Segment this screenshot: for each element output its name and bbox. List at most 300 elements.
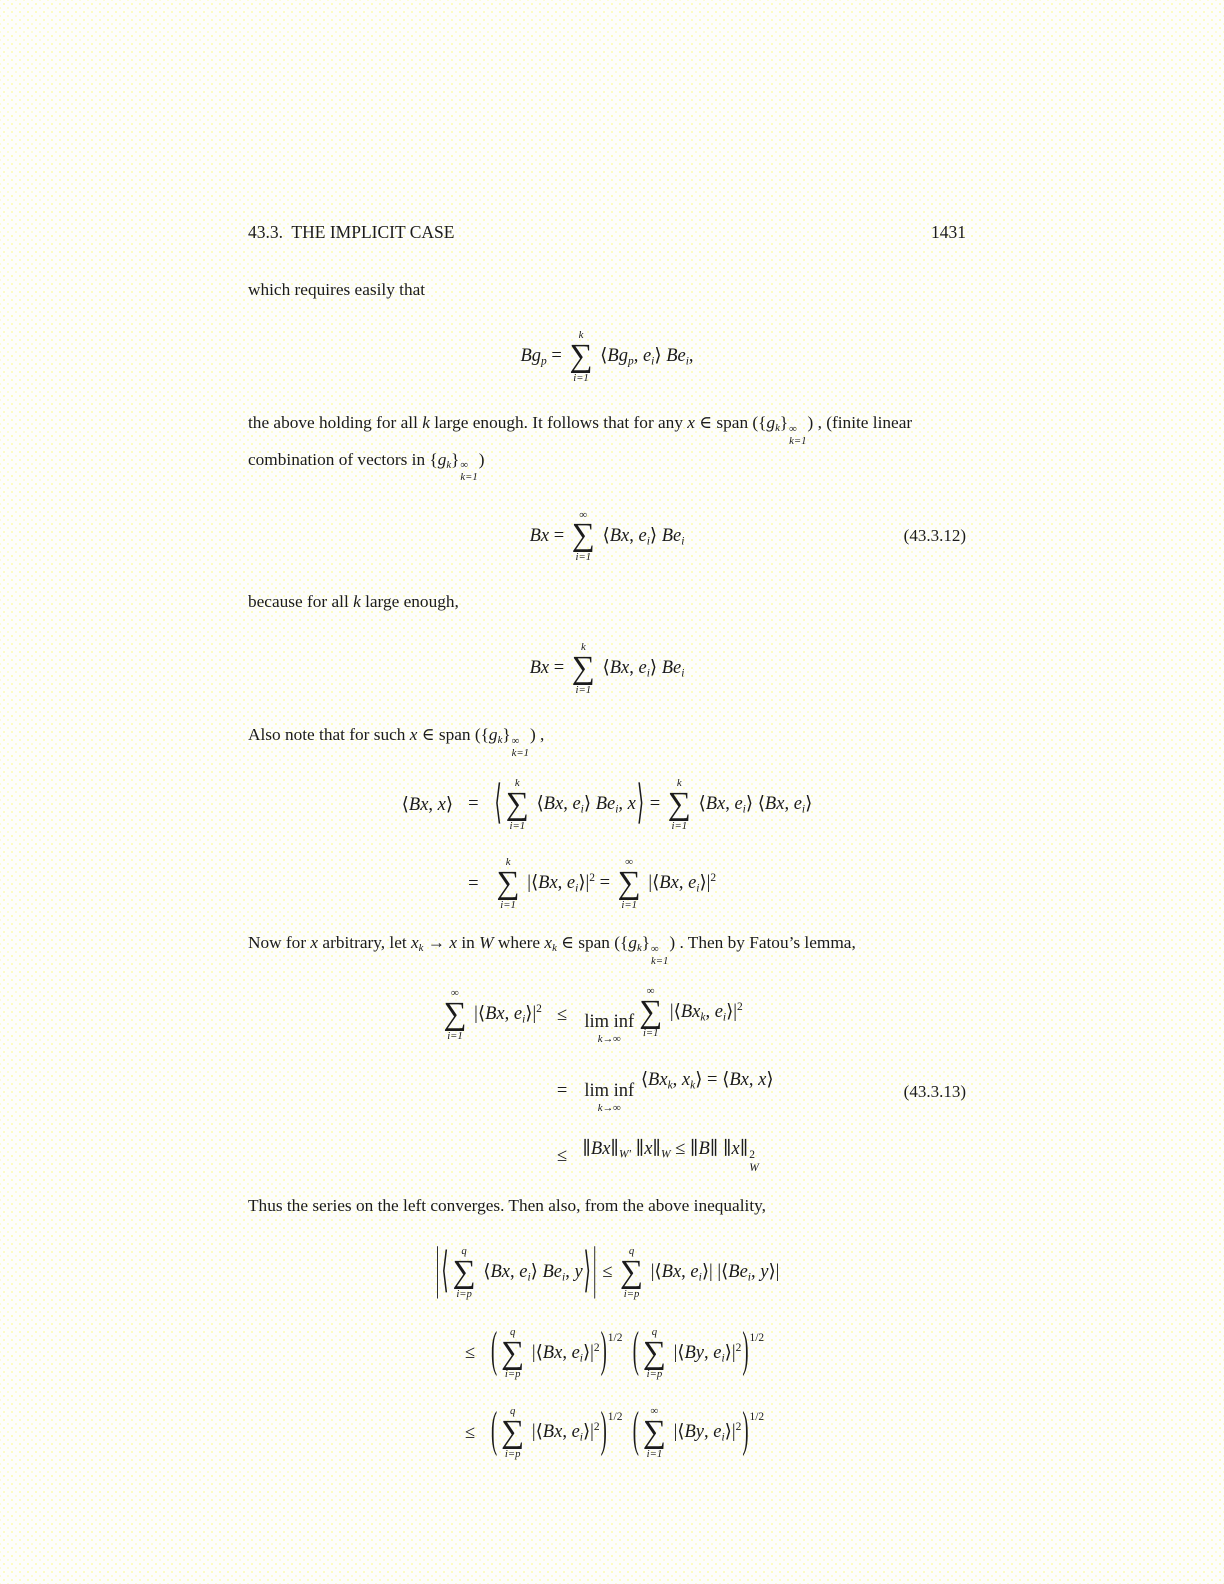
math-text: ⟩| [726,1001,738,1022]
sum-lower-limit: i=p [623,1287,640,1300]
display-equation [248,634,966,704]
math-text: |⟨ [668,1422,685,1443]
math-subscript: i [651,355,655,368]
paragraph [248,722,966,759]
math-variable: x [731,1139,740,1160]
summation [501,1326,524,1382]
math-subscript: i [615,803,619,816]
math-subscript: i [562,1271,566,1284]
align-relation: ≤ [464,1422,475,1443]
math-variable: e [688,873,697,894]
math-variable: y [760,1261,769,1282]
sum-upper-limit: ∞ [451,987,459,1000]
math-text: , [510,1261,520,1282]
math-superscript: 2 [589,872,595,885]
math-text: , [633,346,643,367]
math-text: → [423,932,450,952]
math-text: , [618,793,628,814]
math-text: ⟩ [649,525,662,546]
sum-lower-limit: i=1 [573,371,589,384]
math-text: ⟩ [654,346,667,367]
sigma-icon: ∑ [501,1414,525,1451]
align-relation: = [556,1081,568,1102]
math-text: , [748,1070,759,1091]
align-rhs [582,985,742,1046]
math-text [622,1422,631,1442]
liminf-operator [584,1012,634,1046]
math-subscript: i [698,1271,702,1284]
math-variable: e [793,793,802,814]
paragraph [248,277,966,304]
math-text: ⟩| [578,873,590,894]
math-text: Thus the series on the left converges. Then also, from the above inequality, [248,1195,766,1215]
math-variable: x [687,412,695,432]
math-text: = [549,525,569,546]
math-text: ({ [752,412,767,432]
math-text: ⟩| |⟨ [701,1261,729,1282]
math-subscript: i [527,1271,531,1284]
math-subscript: i [696,882,700,895]
math-text: ⟨ [401,794,409,815]
display-equation [248,501,966,571]
big-delimiter: ) [600,1325,607,1380]
math-subscript: i [575,882,579,895]
math-variable: x [411,932,419,952]
math-text: { [429,449,438,469]
math-variable: Bx [764,793,785,814]
sum-upper-limit: k [578,329,584,342]
big-delimiter: ⟨ [441,1246,449,1299]
sigma-icon: ∑ [617,865,641,902]
math-text: ∥ [610,1139,619,1160]
math-superscript: 2 [593,1341,600,1354]
summation [643,1326,666,1382]
math-text: arbitrary, let [318,932,411,952]
math-variable: x [544,932,553,952]
summation [443,987,466,1043]
stacked-superscript: ∞ [511,734,520,747]
math-text: |⟨ [527,1422,543,1443]
sigma-icon: ∑ [569,337,593,374]
math-text: , [428,794,438,815]
math-text: , [629,658,639,679]
math-variable: Bx [609,658,630,679]
math-text: ({ [614,932,629,952]
summation [453,1245,476,1301]
math-text: |⟨ [668,1342,685,1363]
math-subscript: i [579,1352,583,1365]
align-rhs [490,1326,764,1382]
math-variable: g [628,932,637,952]
math-text: , [504,1004,514,1025]
sigma-icon: ∑ [642,1334,666,1371]
math-variable: k [422,412,430,432]
math-text: ∈ span [694,412,753,432]
big-delimiter: ( [632,1404,639,1459]
big-delimiter: ( [632,1325,639,1380]
sigma-icon: ∑ [443,996,467,1033]
sum-lower-limit: i=1 [671,819,688,832]
math-variable: Bx [661,1261,682,1282]
summation [572,509,595,565]
math-variable: W [479,932,494,952]
math-text: ⟨ [531,793,544,814]
math-variable: Be [661,525,682,546]
math-variable: Bx [543,793,564,814]
math-text: ⟨ [693,793,706,814]
display-equation [248,1238,966,1308]
math-variable: Bx [680,1001,701,1022]
math-variable: B [698,1139,710,1160]
stacked-superscript: ∞ [789,422,797,435]
page-content [248,222,966,1479]
page-header [248,222,966,243]
math-text: , [678,873,689,894]
page-number: 1431 [931,222,966,242]
math-text: ∈ span [417,725,475,745]
math-text: , [629,525,639,546]
sigma-icon: ∑ [571,650,595,687]
math-text: |⟨ [527,1342,543,1363]
paragraph [248,589,966,616]
math-text: ≤ [597,1261,618,1282]
math-superscript: 2 [735,1341,742,1354]
big-delimiter: ) [742,1404,749,1459]
sigma-icon: ∑ [496,865,520,902]
math-variable: y [574,1261,583,1282]
equation-content [530,509,685,565]
math-text: ⟩ [649,658,662,679]
summation [668,777,691,833]
math-text: , [704,1342,714,1363]
big-delimiter: | [592,1240,597,1303]
math-exponent: 1/2 [607,1411,623,1424]
math-variable: Be [661,658,682,679]
stacked-subscript: k=1 [651,954,669,967]
section-header: 43.3. THE IMPLICIT CASE [248,222,455,242]
sigma-icon: ∑ [667,785,691,822]
summation [501,1405,524,1461]
math-text: = [546,346,567,367]
math-text: ⟩ [530,1261,543,1282]
math-text: |⟨ [646,1261,662,1282]
math-variable: x [681,1070,691,1091]
liminf-label: lim inf [584,1080,635,1101]
stacked-superscript: ∞ [651,942,659,955]
math-variable: Be [666,346,686,367]
math-text: ⟩| [582,1422,594,1443]
math-text: , [562,1342,572,1363]
math-subscript: p [627,355,634,368]
math-variable: By [684,1342,705,1363]
big-delimiter: ( [491,1404,498,1459]
math-variable: x [409,725,418,745]
sum-upper-limit: k [505,856,511,869]
math-text: ⟨ [597,525,610,546]
summation [643,1405,666,1461]
stacked-scripts [512,735,529,759]
sum-lower-limit: i=1 [575,683,592,696]
math-variable: Bx [609,525,630,546]
math-text: , [725,793,735,814]
align-relation: ≤ [464,1342,475,1363]
sum-lower-limit: i=p [646,1368,663,1381]
math-text: ⟩| [724,1422,736,1443]
math-text: ⟩| [699,873,711,894]
sum-lower-limit: i=1 [509,819,526,832]
sum-upper-limit: ∞ [579,508,588,521]
math-variable: e [638,658,647,679]
stacked-subscript: k=1 [460,471,478,484]
math-text: ∥ [652,1139,661,1160]
sigma-icon: ∑ [620,1253,644,1290]
math-text: ⟩| [582,1342,594,1363]
aligned-equations [248,777,966,912]
math-text: ⟩ = ⟨ [695,1070,730,1091]
summation [620,1245,643,1301]
math-variable: x [310,932,319,952]
math-text: ⟩ [805,793,813,814]
math-text: , [681,1261,691,1282]
math-variable: Bx [542,1342,563,1363]
math-variable: e [642,346,652,367]
math-text: ∈ span [556,932,615,952]
math-subscript: k [418,942,424,955]
math-text: ⟨ [478,1261,491,1282]
align-rhs [494,856,717,912]
math-text: = [549,658,569,679]
math-text: ≤ ∥ [670,1139,699,1160]
math-text: , [704,1422,714,1443]
liminf-operator [584,1081,634,1115]
math-subscript: k [775,422,780,434]
math-variable: Bx [705,793,726,814]
sum-lower-limit: i=p [504,1447,521,1460]
sum-lower-limit: i=1 [500,899,516,912]
math-variable: Bx [485,1004,505,1025]
math-subscript: p [541,355,547,368]
math-variable: Bx [590,1139,611,1160]
math-text: ∥ [739,1139,749,1160]
aligned-equations [248,985,966,1175]
math-text: ⟩ ⟨ [745,793,765,814]
math-variable: g [488,725,498,745]
math-text: ) . Then by Fatou’s lemma, [669,932,856,952]
math-text: ⟨ [595,346,608,367]
math-subscript: W [660,1148,671,1161]
math-text: |⟨ [643,873,660,894]
math-subscript: i [681,534,685,547]
math-variable: Bx [659,873,679,894]
math-variable: By [684,1422,705,1443]
math-text: ∥ [631,1139,645,1160]
align-rhs [490,1405,764,1461]
math-text: , [705,1001,715,1022]
big-delimiter: ) [742,1325,749,1380]
math-subscript: k [700,1011,706,1024]
math-text: = [645,793,665,814]
math-text: ⟩ [445,794,454,815]
equation-content [520,329,693,385]
math-exponent: 1/2 [749,1411,765,1424]
math-text: ⟩ [766,1070,774,1091]
equation-number: (43.3.13) [903,1081,966,1101]
math-variable: e [566,873,576,894]
sigma-icon: ∑ [501,1334,525,1371]
math-text: ⟨ [636,1070,649,1091]
math-variable: e [713,1422,722,1443]
summation [618,856,641,912]
sum-upper-limit: q [651,1325,658,1338]
math-text: Now for [248,932,311,952]
math-text: ∥ [582,1139,591,1160]
math-variable: e [734,793,743,814]
math-text: , [784,793,794,814]
align-relation: = [468,873,479,894]
math-variable: e [513,1004,523,1025]
math-subscript: k [497,734,503,747]
sum-lower-limit: i=1 [447,1029,463,1042]
stacked-scripts [789,423,806,447]
math-variable: e [572,793,581,814]
stacked-scripts [651,943,668,967]
math-subscript: i [522,1013,526,1026]
math-variable: x [644,1139,653,1160]
equation-content [530,641,685,697]
math-text: , [750,1261,761,1282]
sum-upper-limit: k [514,776,520,789]
math-exponent: 1/2 [749,1331,765,1344]
stacked-subscript: W [749,1162,759,1175]
math-variable: Bx [490,1261,510,1282]
paragraph [248,930,966,967]
math-text: } [641,932,651,952]
stacked-superscript: 2 [749,1149,755,1162]
math-text: = [594,873,615,894]
align-relation: ≤ [556,1004,568,1025]
summation [569,329,592,385]
sum-upper-limit: ∞ [650,1405,659,1418]
sum-upper-limit: k [580,641,586,654]
math-subscript: i [801,803,806,816]
liminf-underscript: k→∞ [597,1033,621,1046]
math-subscript: i [721,1431,725,1444]
math-variable: e [519,1261,528,1282]
math-text: ) , [529,725,545,745]
sum-upper-limit: q [510,1405,516,1418]
math-subscript: i [685,355,689,368]
math-text: which requires easily that [248,280,426,299]
math-variable: e [713,1342,722,1363]
big-delimiter: ⟩ [583,1246,591,1299]
sum-upper-limit: ∞ [625,856,634,869]
math-text: , [563,793,573,814]
sum-upper-limit: q [461,1244,467,1257]
math-exponent: 1/2 [607,1331,623,1344]
math-superscript: 2 [735,1421,742,1434]
math-text: ({ [474,725,489,745]
math-variable: g [437,449,447,469]
math-variable: Bx [542,1422,563,1443]
math-text: ⟨ [597,658,610,679]
math-subscript: i [681,667,685,680]
paragraph [248,410,966,484]
math-text: because for all [248,592,354,612]
math-text: Also note that for such [248,725,410,745]
align-rhs [494,777,813,833]
sigma-icon: ∑ [452,1253,476,1290]
sum-lower-limit: i=p [504,1368,521,1381]
sum-lower-limit: i=1 [642,1027,659,1040]
math-text: ⟩ [583,793,596,814]
sum-lower-limit: i=1 [575,551,592,564]
math-text: the above holding for all [248,412,423,432]
paragraph [248,1193,966,1220]
math-text: where [493,932,545,952]
math-subscript: i [722,1011,727,1024]
stacked-scripts [749,1149,759,1175]
math-variable: Be [542,1261,563,1282]
math-variable: Bg [607,346,628,367]
big-delimiter: ⟨ [494,779,502,830]
math-variable: Bx [529,525,550,546]
summation [506,777,529,833]
content-blocks [248,277,966,1461]
math-subscript: i [646,534,650,547]
align-lhs [402,794,453,816]
math-superscript: 2 [710,872,717,885]
math-text: , [688,346,694,367]
align-relation: ≤ [556,1146,568,1167]
summation [497,856,520,912]
math-text: } [779,412,789,432]
math-text: ⟩| [724,1342,736,1363]
math-superscript: 2 [536,1003,542,1016]
math-text: ∥ ∥ [709,1139,732,1160]
aligned-equations [248,1326,966,1461]
math-variable: x [449,932,458,952]
math-variable: Be [728,1261,748,1282]
sum-upper-limit: q [628,1244,635,1257]
math-text: , [672,1070,682,1091]
math-variable: Bx [648,1070,668,1091]
sigma-icon: ∑ [639,993,663,1030]
math-subscript: k [667,1079,673,1092]
math-text: , [562,1422,572,1443]
math-subscript: k [446,458,452,471]
big-delimiter: ( [491,1325,498,1380]
math-subscript: i [721,1352,725,1365]
math-text: , [565,1261,575,1282]
math-variable: Bg [520,346,542,367]
big-delimiter: ⟩ [636,779,645,830]
math-variable: Bx [729,1070,749,1091]
align-relation: = [468,794,479,815]
math-text: |⟨ [665,1001,681,1022]
math-variable: x [437,794,446,815]
display-equation [248,322,966,392]
math-text: large enough, [360,592,459,612]
math-text: ⟩| [768,1261,780,1282]
math-subscript: i [579,1431,583,1444]
math-text: , [557,873,567,894]
big-delimiter: | [435,1240,440,1303]
math-variable: e [571,1422,580,1443]
math-superscript: 2 [737,1000,743,1013]
math-subscript: W′ [618,1148,632,1161]
math-text: ) , (finite linear combination of vectors in [248,412,917,469]
equation-number: (43.3.12) [903,526,966,546]
